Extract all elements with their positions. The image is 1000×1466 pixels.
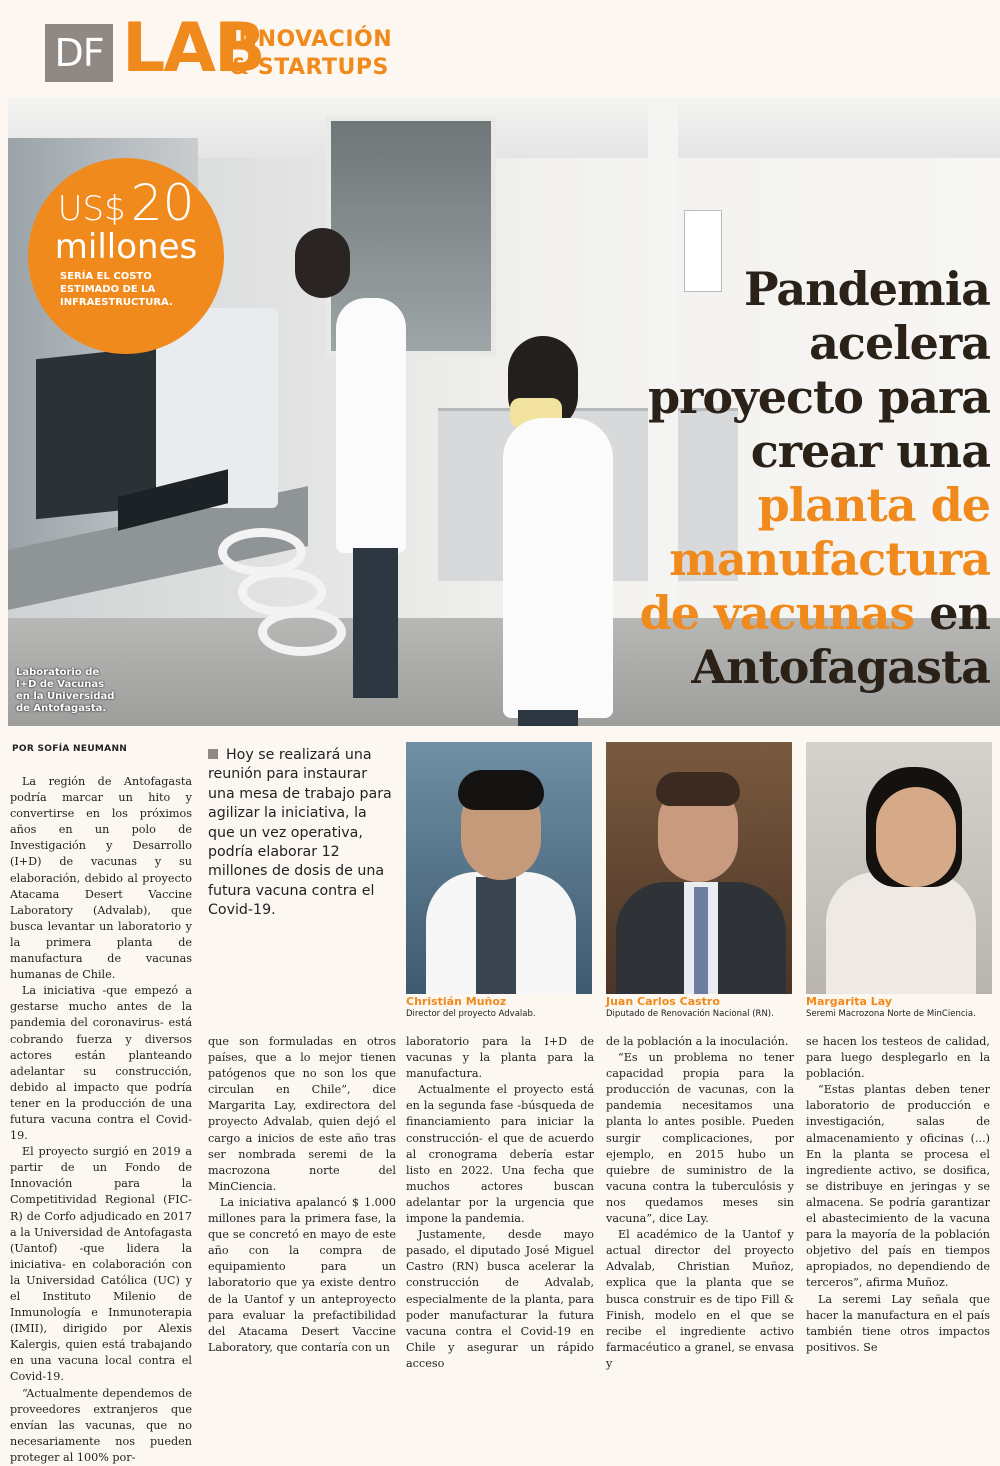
headline-part-1: Pandemia acelera proyecto para crear una [647,262,990,478]
paragraph: La región de Antofagasta podría marcar un hito y convertirse en los próximos años en un polo de Investigación y Desarrollo (I+D) de vacunas y su elaboración, debido al proyecto Atacama Desert Vaccine Laboratory (Advalab), que busca levantar un laboratorio y la primera planta de manufactura de vacunas humanas de Chile. [10,775,192,982]
badge-currency: US$ [57,189,126,229]
df-logo: DF [45,24,113,82]
article-column-1 [10,774,192,1466]
article-column-4 [606,1034,794,1372]
person-name: Christián Muñoz [406,995,507,1008]
paragraph: laboratorio para la I+D de vacunas y la planta para la manufactura. [406,1035,594,1081]
section-tagline [230,26,392,82]
paragraph: El proyecto surgió en 2019 a partir de un Fondo de Innovación para la Competitividad Regional (FIC-R) de Corfo adjudicado en 2017 a la Universidad de Antofagasta (Uantof) -que lidera la iniciativa- en colaboración con la Universidad Católica (UC) y el Instituto Milenio de Inmunología e Inmunoterapia (IMII), dirigido por Alexis Kalergis, quien está trabajando en una vacuna local contra el Covid-19. [10,1145,192,1384]
portrait-juan-carlos-castro [606,742,792,994]
paragraph: “Es un problema no tener capacidad propia para la producción de vacunas, con la pandemia necesitamos una planta lo antes posible. Pueden surgir complicaciones, por ejemplo, en 2015 hubo un quiebre de suministro de la vacuna contra la tuberculósis y nos quedamos meses sin vacuna”, dice Lay. [606,1051,794,1226]
photo-caption: Laboratorio de I+D de Vacunas en la Universidad de Antofagasta. [16,667,115,714]
lead-summary [208,746,396,921]
paragraph: El académico de la Uantof y actual director del proyecto Advalab, Christian Muñoz, explica que la planta que se busca construir es de tipo Fill & Finish, modelo en el que se recibe el ingrediente activo farmacéutico a granel, se envasa y [606,1228,794,1370]
article-column-2 [208,1034,396,1356]
section-header [0,0,1000,98]
badge-note: SERÍA EL COSTO ESTIMADO DE LA INFRAESTRUCTURA. [60,271,173,308]
article-column-5 [806,1034,990,1356]
person-role: Seremi Macrozona Norte de MinCiencia. [806,1009,976,1019]
headline [620,262,990,694]
headline-highlight: planta de manufactura de vacunas [639,478,990,640]
paragraph: “Actualmente dependemos de proveedores extranjeros que envían las vacunas, que no necesariamente nos pueden proteger al 100% por- [10,1386,192,1464]
person-name: Juan Carlos Castro [606,995,720,1008]
tagline-line-1: INNOVACIÓN [230,27,393,52]
person-role: Director del proyecto Advalab. [406,1009,536,1019]
lead-text: Hoy se realizará una reunión para instaurar una mesa de trabajo para agilizar la iniciativa, la que un vez operativa, podría elaborar 12 millones de dosis de una futura vacuna contra el Covid-19. [208,747,392,919]
headline-part-2: en Antofagasta [691,586,990,694]
paragraph: La iniciativa apalancó $ 1.000 millones para la primera fase, la que se concretó en mayo de este año con la compra de equipamiento para un laboratorio que ya existe dentro de la Uantof y un anteproyecto para evaluar la prefactibilidad del Atacama Desert Vaccine Laboratory, que contaría con un [208,1195,396,1354]
paragraph: “Estas plantas deben tener laboratorio de producción e investigación, salas de almacenamiento y oficinas (...) En la planta se procesa el ingrediente activo, se dosifica, se distribuye en jeringas y se almacena. Se podría garantizar el abastecimiento de la vacuna para la mayoría de la población objetivo del país en tiempos apropiados, no dependiendo de terceros”, afirma Muñoz. [806,1083,990,1290]
person-name: Margarita Lay [806,995,893,1008]
paragraph: Actualmente el proyecto está en la segunda fase -búsqueda de financiamiento para iniciar la construcción- el que de acuerdo al cronograma debería estar listo en 2022. Una fecha que muchos actores buscan adelantar por la urgencia que impone la pandemia. [406,1083,594,1226]
square-bullet-icon [208,749,218,759]
paragraph: que son formuladas en otros países, que a lo mejor tienen patógenos que no son los que circulan en Chile”, dice Margarita Lay, exdirectora del proyecto Advalab, quien dejó el cargo a inicios de este año tras ser nombrada seremi de la macrozona norte del MinCiencia. [208,1035,396,1193]
tagline-line-2: & STARTUPS [230,55,389,80]
badge-unit: millones [54,227,198,267]
paragraph: La iniciativa -que empezó a gestarse mucho antes de la pandemia del coronavirus- está cobrando fuerza y diversos actores están planteando adelantar su construcción, debido al impacto que podría tener en la producción de una futura vacuna contra el Covid-19. [10,984,192,1143]
paragraph: Justamente, desde mayo pasado, el diputado José Miguel Castro (RN) busca acelerar la construcción de Advalab, especialmente de la planta, para poder manufacturar la futura vacuna contra el Covid-19 en Chile y asegurar un rápido acceso [406,1228,594,1370]
article-column-3 [406,1034,594,1372]
person-role: Diputado de Renovación Nacional (RN). [606,1009,774,1019]
lab-logo: LAB [122,9,264,88]
paragraph: La seremi Lay señala que hacer la manufactura en el país también tiene otros impactos positivos. Se [806,1292,990,1354]
byline: POR SOFÍA NEUMANN [12,744,128,754]
paragraph: se hacen los testeos de calidad, para luego desplegarlo en la población. [806,1035,990,1081]
paragraph: de la población a la inoculación. [606,1035,789,1048]
portrait-margarita-lay [806,742,992,994]
researcher-1 [295,228,350,298]
portrait-christian-munoz [406,742,592,994]
badge-number: 20 [130,174,195,232]
cost-badge [28,158,224,354]
